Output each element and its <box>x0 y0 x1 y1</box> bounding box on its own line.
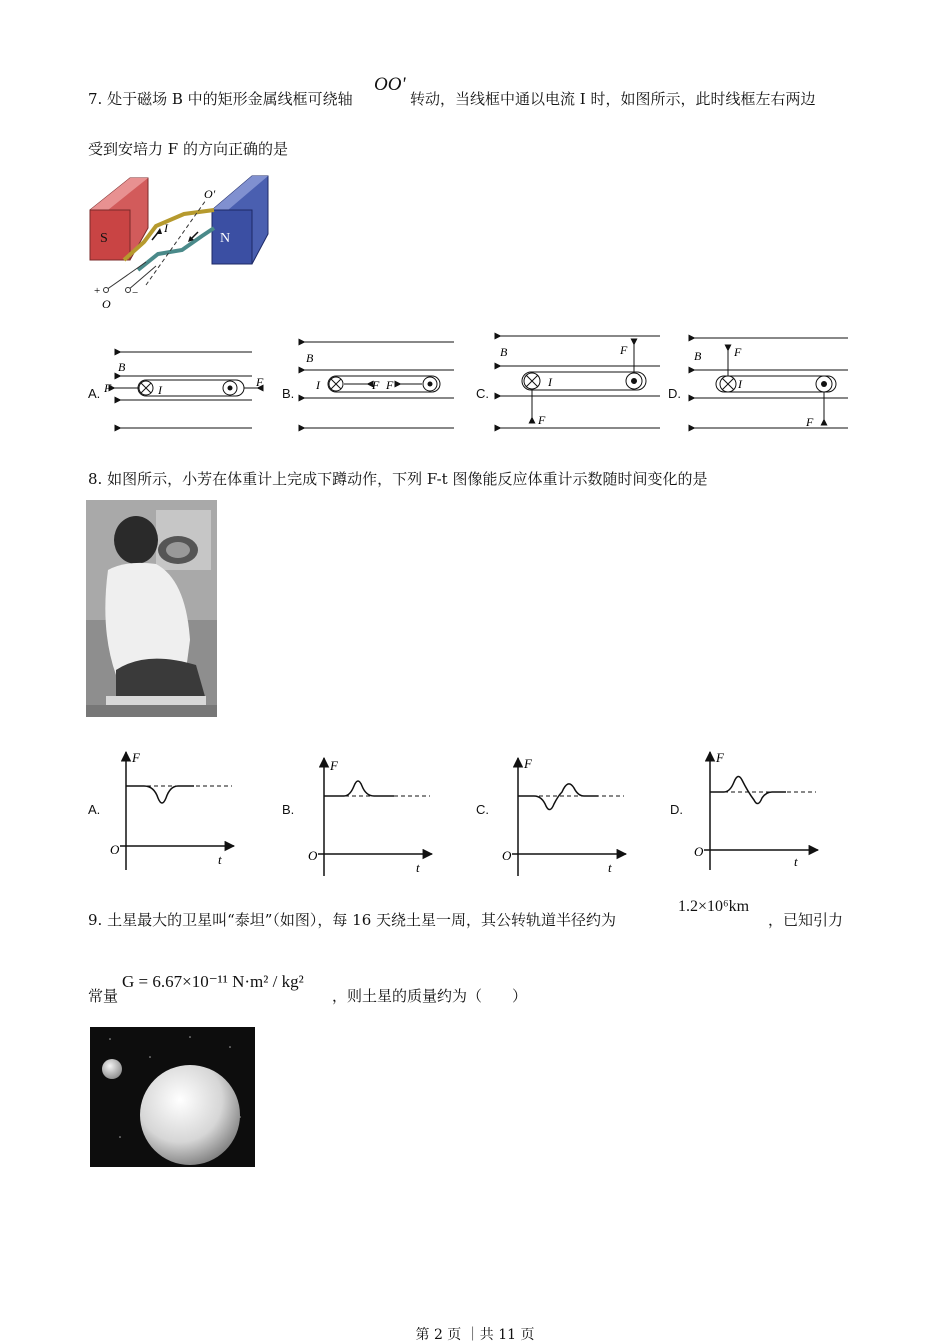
q9-text-a: 9. 土星最大的卫星叫“泰坦”（如图），每 16 天绕土星一周，其公转轨道半径约为 <box>88 911 617 929</box>
f-up-label: F <box>734 345 742 359</box>
q8-text: 8. 如图所示，小芳在体重计上完成下蹲动作，下列 F-t 图像能反应体重计示数随时间变化的是 <box>88 470 708 488</box>
f-right-label: F <box>386 378 394 392</box>
origin-label: O <box>110 842 120 857</box>
q7-text-a: 7. 处于磁场 B 中的矩形金属线框可绕轴 <box>88 90 353 108</box>
q7-magnet-figure <box>86 170 276 315</box>
q7-text-line1 <box>88 89 353 109</box>
b-label: B <box>118 360 126 374</box>
q7-option-d-figure <box>686 332 852 436</box>
origin-label: O <box>308 848 318 863</box>
n-label: N <box>220 231 231 246</box>
f-up-label: F <box>620 343 628 357</box>
minus-label: − <box>132 287 139 299</box>
y-axis-label: F <box>330 758 338 773</box>
y-axis-label: F <box>132 750 140 765</box>
q8-graph-c <box>498 752 632 882</box>
y-axis-label: F <box>716 750 724 765</box>
o-label: O <box>102 297 111 311</box>
plus-label: + <box>94 285 101 297</box>
x-axis-label: t <box>416 860 420 875</box>
i-label: I <box>164 221 168 235</box>
q7-option-a-letter: A. <box>88 386 101 401</box>
q7-option-b-letter: B. <box>282 386 295 401</box>
q7-option-c-letter: C. <box>476 386 489 401</box>
x-axis-label: t <box>794 854 798 869</box>
q7-option-c-figure <box>492 330 664 436</box>
b-label: B <box>694 349 702 363</box>
q9-radius-expr: 1.2×10⁶km <box>678 898 750 915</box>
girl-squatting-photo <box>86 500 217 717</box>
q9-text-c: 常量 <box>88 987 119 1005</box>
i-label: I <box>738 377 742 391</box>
q9-text-d: ，则土星的质量约为（ ） <box>332 987 528 1005</box>
q7-option-a-figure <box>104 342 264 438</box>
x-axis-label: t <box>218 852 222 867</box>
i-label: I <box>548 375 552 389</box>
q9-g-expr: G = 6.67×10⁻¹¹ N·m² / kg² <box>122 972 304 991</box>
q9-text-b: ，已知引力 <box>768 911 844 929</box>
f-left-label: F <box>372 378 380 392</box>
b-label: B <box>306 351 314 365</box>
f-down-label: F <box>806 415 814 429</box>
i-label: I <box>158 383 162 397</box>
q7-text-c: 受到安培力 F 的方向正确的是 <box>88 140 288 158</box>
q7-option-b-figure <box>298 332 460 438</box>
titan-saturn-photo <box>90 1027 255 1167</box>
f-right-label: F <box>256 375 264 389</box>
q8-option-b-letter: B. <box>282 802 295 817</box>
q8-graph-d <box>690 746 824 876</box>
q8-option-c-letter: C. <box>476 802 489 817</box>
q7-option-d-letter: D. <box>668 386 681 401</box>
y-axis-label: F <box>524 756 532 771</box>
b-label: B <box>500 345 508 359</box>
f-down-label: F <box>538 413 546 427</box>
x-axis-label: t <box>608 860 612 875</box>
origin-label: O <box>694 844 704 859</box>
f-left-label: F <box>104 381 112 395</box>
q8-option-d-letter: D. <box>670 802 683 817</box>
i-label: I <box>316 378 320 392</box>
q8-option-a-letter: A. <box>88 802 101 817</box>
q8-graph-b <box>304 752 438 882</box>
origin-label: O <box>502 848 512 863</box>
q7-text-b: 转动，当线框中通以电流 I 时，如图所示，此时线框左右两边 <box>410 90 816 108</box>
page-footer: 第 2 页 ｜共 11 页 <box>415 1327 535 1343</box>
s-label: S <box>100 231 108 246</box>
o-prime-label: O' <box>204 187 216 201</box>
q8-graph-a <box>106 746 240 876</box>
q7-axis-label: OO' <box>374 74 406 95</box>
